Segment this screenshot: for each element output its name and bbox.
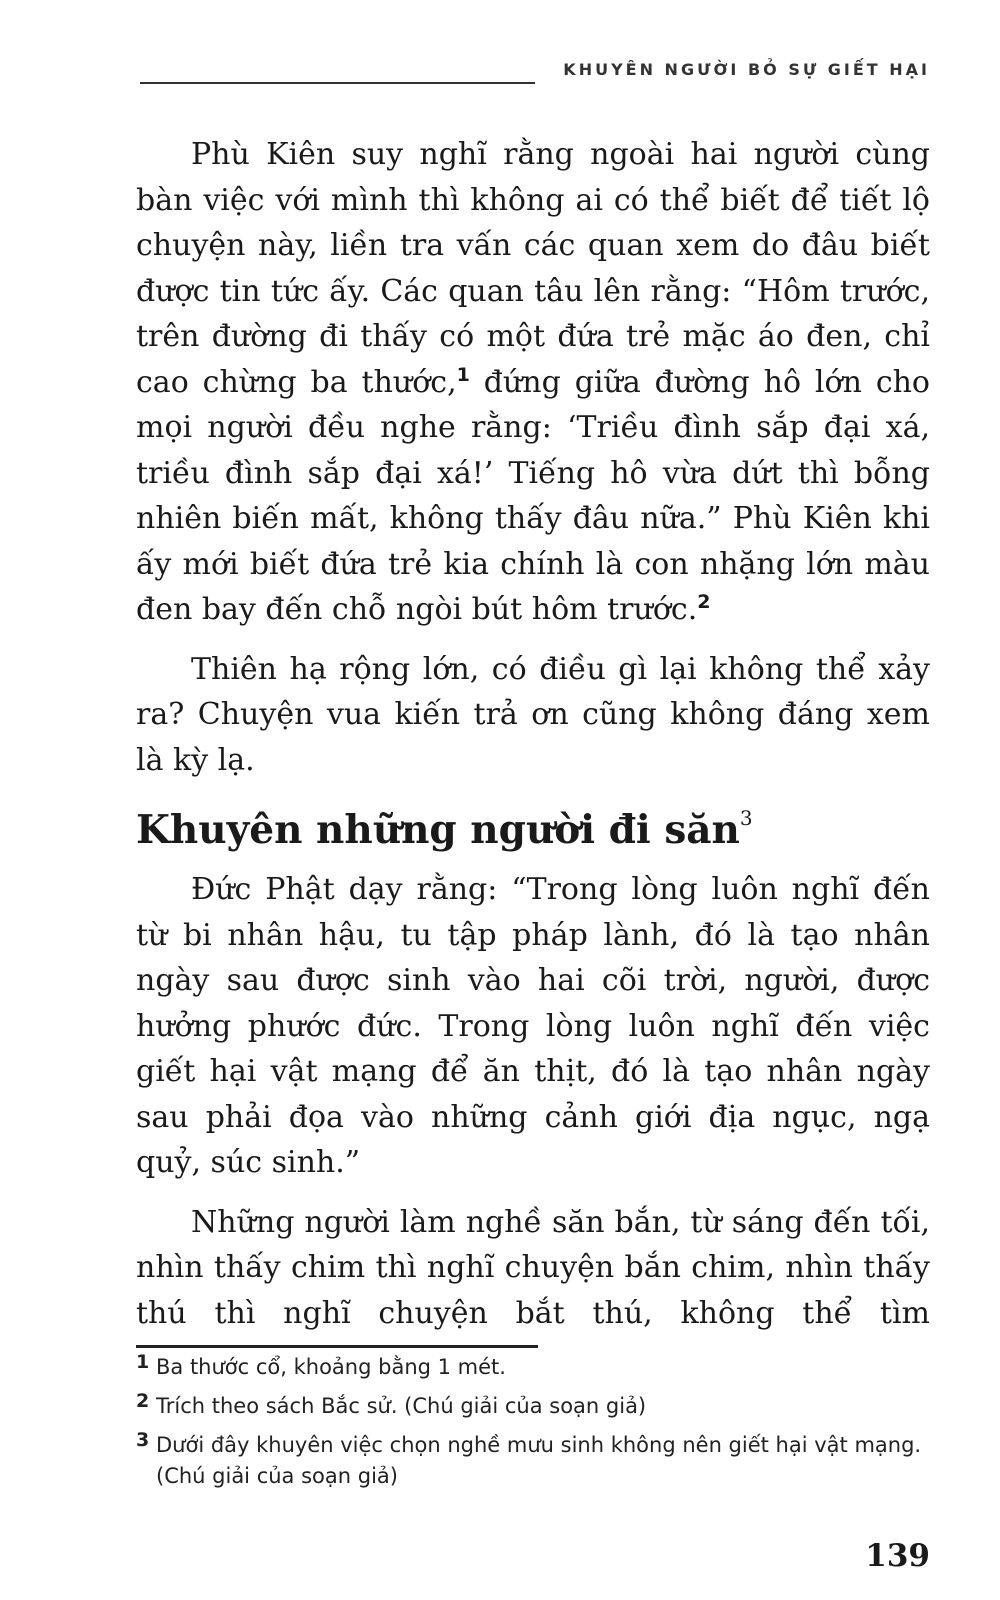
section-heading — [136, 801, 930, 859]
paragraph-1-text: Phù Kiên suy nghĩ rằng ngoài hai người cùng bàn việc với mình thì không ai có thể biết để tiết lộ chuyện này, liền tra vấn các quan xem do đâu biết được tin tức ấy. Các quan tâu lên rằng: “Hôm trước, trên đường đi thấy có một đứa trẻ mặc áo đen, chỉ cao chừng ba thước, — [136, 137, 930, 400]
main-text — [136, 132, 930, 1350]
section-paragraph-2: Những người làm nghề săn bắn, từ sáng đến tối, nhìn thấy chim thì nghĩ chuyện bắn chim, nhìn thấy thú thì nghĩ chuyện bắt thú, không thể tìm — [136, 1204, 930, 1331]
page-number: 139 — [865, 1538, 930, 1574]
footnote-ref-2[interactable]: 2 — [697, 591, 711, 613]
footnote-mark: 2 — [136, 1390, 150, 1412]
header-rule — [140, 82, 535, 84]
paragraph-1-text-continued: đứng giữa đường hô lớn cho mọi người đều nghe rằng: ‘Triều đình sắp đại xá, triều đình sắp đại xá!’ Tiếng hô vừa dứt thì bỗng nhiên biến mất, không thấy đâu nữa.” Phù Kiên khi ấy mới biết đứa trẻ kia chính là con nhặng lớn màu đen bay đến chỗ ngòi bút hôm trước. — [136, 364, 930, 627]
footnote-3 — [136, 1430, 930, 1492]
paragraph-1 — [136, 132, 930, 633]
paragraph-2: Thiên hạ rộng lớn, có điều gì lại không thể xảy ra? Chuyện vua kiến trả ơn cũng không đáng xem là kỳ lạ. — [136, 651, 930, 778]
chapter-title: KHUYÊN NGƯỜI BỎ SỰ GIẾT HẠI — [563, 60, 930, 79]
section-paragraph-1: Đức Phật dạy rằng: “Trong lòng luôn nghĩ đến từ bi nhân hậu, tu tập pháp lành, đó là tạo nhân ngày sau được sinh vào hai cõi trời, người, được hưởng phước đức. Trong lòng luôn nghĩ đến việc giết hại vật mạng để ăn thịt, đó là tạo nhân ngày sau phải đọa vào những cảnh giới địa ngục, ngạ quỷ, súc sinh.” — [136, 872, 930, 1180]
section-heading-text: Khuyên những người đi săn — [136, 807, 740, 853]
footnotes — [136, 1352, 930, 1500]
footnote-text: Dưới đây khuyên việc chọn nghề mưu sinh không nên giết hại vật mạng. (Chú giải của soạn giả) — [156, 1433, 922, 1488]
footnote-2 — [136, 1391, 930, 1422]
footnote-text: Trích theo sách Bắc sử. (Chú giải của soạn giả) — [156, 1394, 647, 1418]
footnote-ref-3[interactable]: 3 — [739, 806, 753, 830]
footnote-ref-1[interactable]: 1 — [456, 363, 470, 386]
footnote-mark: 3 — [136, 1429, 150, 1451]
footnote-1 — [136, 1352, 930, 1383]
footnote-rule — [136, 1345, 538, 1348]
footnote-mark: 1 — [136, 1351, 150, 1373]
footnote-text: Ba thước cổ, khoảng bằng 1 mét. — [156, 1355, 506, 1379]
running-header — [140, 60, 930, 90]
